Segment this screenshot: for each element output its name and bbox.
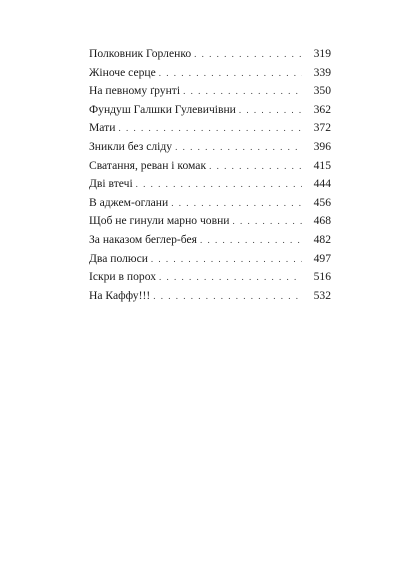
- toc-entry-title: Зникли без сліду: [89, 139, 173, 153]
- toc-entry-page: 532: [313, 288, 331, 302]
- toc-entry: [89, 175, 331, 194]
- dot-leader: [159, 268, 302, 287]
- table-of-contents: [89, 45, 331, 305]
- dot-leader: [183, 82, 302, 101]
- toc-entry: [89, 231, 331, 250]
- toc-entry-page: 362: [313, 102, 331, 116]
- toc-entry: [89, 64, 331, 83]
- toc-entry-page: 468: [313, 214, 331, 228]
- toc-entry-title: На певному ґрунті: [89, 84, 181, 98]
- toc-entry: [89, 82, 331, 101]
- toc-entry-title: Дві втечі: [89, 177, 133, 191]
- toc-entry-page: 456: [313, 195, 331, 209]
- toc-entry-page: 516: [313, 270, 331, 284]
- dot-leader: [194, 45, 302, 64]
- toc-entry-page: 444: [313, 177, 331, 191]
- toc-entry-title: Щоб не гинули марно човни: [89, 214, 230, 228]
- toc-entry-title: На Каффу!!!: [89, 288, 151, 302]
- toc-entry: [89, 250, 331, 269]
- toc-entry: [89, 157, 331, 176]
- toc-entry: [89, 119, 331, 138]
- toc-entry-page: 319: [313, 47, 331, 60]
- dot-leader: [151, 250, 302, 269]
- toc-entry-page: 482: [313, 232, 331, 246]
- dot-leader: [118, 119, 302, 138]
- dot-leader: [171, 194, 302, 213]
- dot-leader: [136, 175, 302, 194]
- dot-leader: [209, 157, 302, 176]
- toc-entry-title: Фундуш Галшки Гулевичівни: [89, 102, 236, 116]
- dot-leader: [233, 212, 303, 231]
- toc-entry: [89, 45, 331, 64]
- toc-entry: [89, 268, 331, 287]
- dot-leader: [153, 287, 302, 306]
- toc-entry-title: Жіноче серце: [89, 65, 156, 79]
- dot-leader: [200, 231, 302, 250]
- toc-entry-title: Іскри в порох: [89, 270, 157, 284]
- toc-entry: [89, 138, 331, 157]
- toc-entry-page: 497: [313, 251, 331, 265]
- toc-entry: [89, 101, 331, 120]
- toc-entry: [89, 194, 331, 213]
- toc-entry: [89, 287, 331, 306]
- toc-entry-page: 415: [313, 158, 331, 172]
- toc-entry-page: 339: [313, 65, 331, 79]
- toc-entry-title: Мати: [89, 121, 116, 135]
- toc-entry-title: В аджем-оглани: [89, 195, 169, 209]
- toc-entry-page: 396: [313, 139, 331, 153]
- toc-entry: [89, 212, 331, 231]
- toc-entry-page: 372: [313, 121, 331, 135]
- dot-leader: [159, 64, 302, 83]
- toc-entry-page: 350: [313, 84, 331, 98]
- toc-entry-title: Полковник Горленко: [89, 47, 192, 60]
- dot-leader: [239, 101, 302, 120]
- toc-entry-title: За наказом беглер-бея: [89, 232, 198, 246]
- toc-entry-title: Сватання, реван і комак: [89, 158, 207, 172]
- toc-entry-title: Два полюси: [89, 251, 148, 265]
- dot-leader: [175, 138, 302, 157]
